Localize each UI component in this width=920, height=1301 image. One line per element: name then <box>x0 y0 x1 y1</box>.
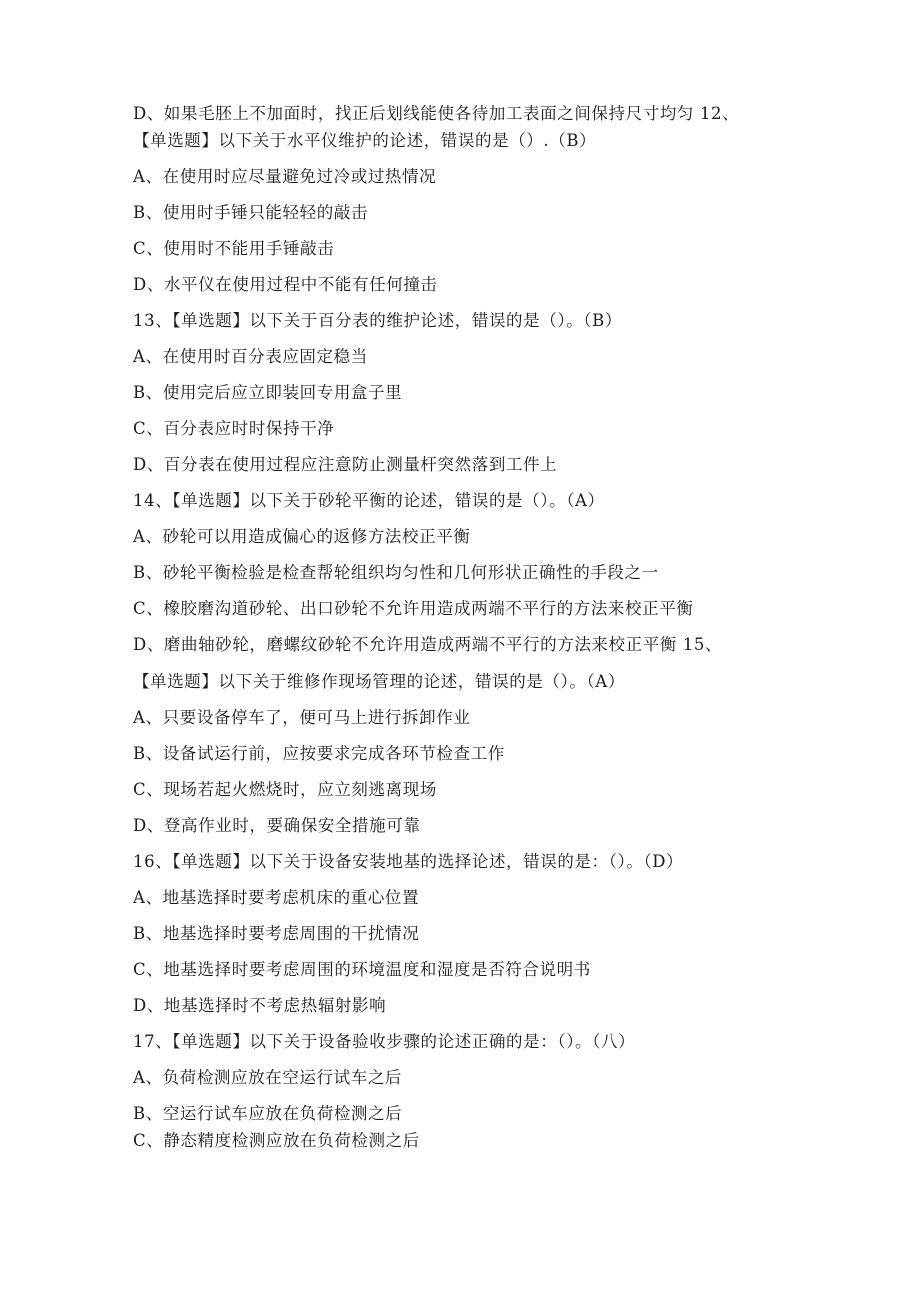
question-16-option-c: C、地基选择时要考虑周围的环境温度和湿度是否符合说明书 <box>133 960 591 979</box>
question-15-option-d: D、登高作业时，要确保安全措施可靠 <box>133 816 421 835</box>
question-13-option-a: A、在使用时百分表应固定稳当 <box>133 347 368 366</box>
question-12-option-c: C、使用时不能用手锤敲击 <box>133 239 335 258</box>
question-13-option-d: D、百分表在使用过程应注意防止测量杆突然落到工件上 <box>133 455 558 474</box>
question-15-stem: 【单选题】以下关于维修作现场管理的论述，错误的是（）。（A） <box>133 672 625 691</box>
question-15-option-c: C、现场若起火燃烧时，应立刻逃离现场 <box>133 780 437 799</box>
question-13-stem: 13、【单选题】以下关于百分表的维护论述，错误的是（）。（B） <box>133 311 622 330</box>
question-15-option-a: A、只要设备停车了，便可马上进行拆卸作业 <box>133 708 471 727</box>
question-17-option-a: A、负荷检测应放在空运行试车之后 <box>133 1068 403 1087</box>
question-14-option-b: B、砂轮平衡检验是检查帮轮组织均匀性和几何形状正确性的手段之一 <box>133 563 659 582</box>
question-12-stem: 【单选题】以下关于水平仪维护的论述，错误的是（）.（B） <box>133 131 597 150</box>
question-16-stem: 16、【单选题】以下关于设备安装地基的选择论述，错误的是：（）。（D） <box>133 852 684 871</box>
question-14-option-d: D、磨曲轴砂轮，磨螺纹砂轮不允许用造成两端不平行的方法来校正平衡 15、 <box>133 635 723 654</box>
question-16-option-d: D、地基选择时不考虑热辐射影响 <box>133 996 387 1015</box>
question-15-option-b: B、设备试运行前，应按要求完成各环节检查工作 <box>133 744 505 763</box>
question-17-option-b: B、空运行试车应放在负荷检测之后 <box>133 1104 403 1123</box>
question-14-stem: 14、【单选题】以下关于砂轮平衡的论述，错误的是（）。（A） <box>133 491 605 510</box>
question-13-option-b: B、使用完后应立即装回专用盒子里 <box>133 383 403 402</box>
question-17-stem: 17、【单选题】以下关于设备验收步骤的论述正确的是：（）。（八） <box>133 1032 636 1051</box>
question-17-option-c: C、静态精度检测应放在负荷检测之后 <box>133 1131 420 1150</box>
question-16-option-b: B、地基选择时要考虑周围的干扰情况 <box>133 924 420 943</box>
question-16-option-a: A、地基选择时要考虑机床的重心位置 <box>133 888 420 907</box>
question-12-option-b: B、使用时手锤只能轻轻的敲击 <box>133 203 369 222</box>
question-12-option-a: A、在使用时应尽量避免过冷或过热情况 <box>133 167 437 186</box>
question-14-option-c: C、橡胶磨沟道砂轮、出口砂轮不允许用造成两端不平行的方法来校正平衡 <box>133 599 694 618</box>
question-14-option-a: A、砂轮可以用造成偏心的返修方法校正平衡 <box>133 527 471 546</box>
question-11-option-d: D、如果毛胚上不加面时，找正后划线能使各待加工表面之间保持尺寸均匀 12、 <box>133 104 740 123</box>
question-13-option-c: C、百分表应时时保持干净 <box>133 419 335 438</box>
question-12-option-d: D、水平仪在使用过程中不能有任何撞击 <box>133 275 438 294</box>
